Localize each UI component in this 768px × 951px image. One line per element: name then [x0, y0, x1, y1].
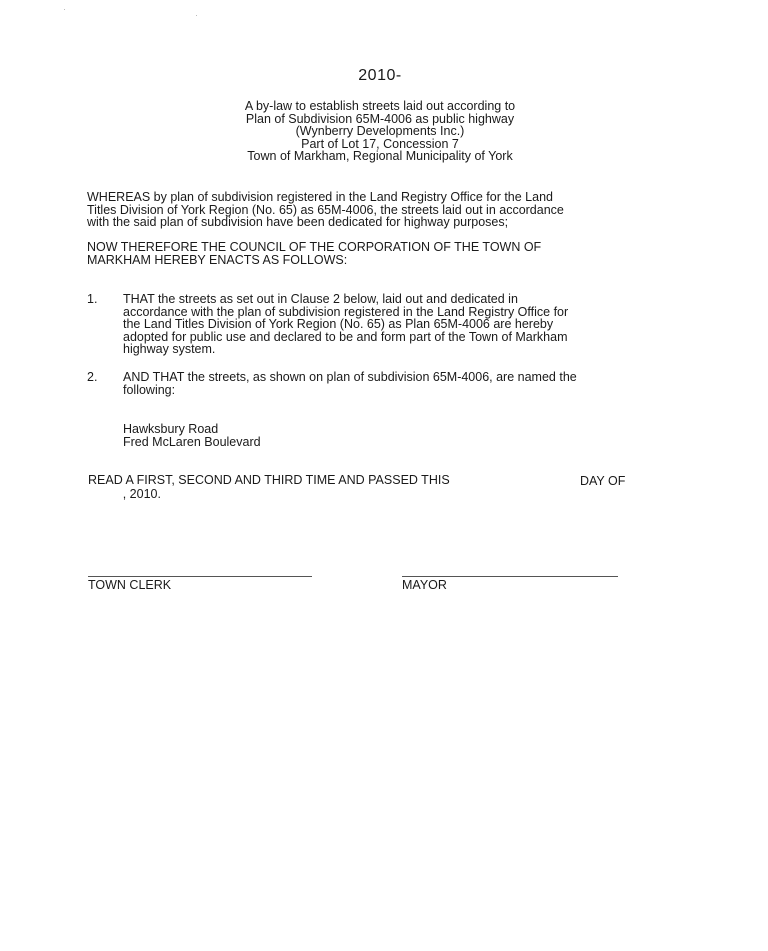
mayor-signature-line	[402, 576, 618, 577]
clause-number: 1.	[87, 292, 98, 306]
enacts-line: NOW THEREFORE THE COUNCIL OF THE CORPORATION OF THE TOWN OF	[87, 240, 542, 254]
clause-line: following:	[123, 382, 176, 397]
enacts-line: MARKHAM HEREBY ENACTS AS FOLLOWS:	[87, 252, 348, 267]
enacts-paragraph	[87, 241, 541, 266]
clause-line: AND THAT the streets, as shown on plan of subdivision 65M-4006, are named the	[123, 370, 577, 384]
scan-speck	[64, 9, 65, 10]
scan-speck	[196, 15, 197, 16]
clause-body	[123, 371, 577, 396]
clause-body	[123, 293, 568, 356]
passed-line: , 2010.	[88, 486, 161, 501]
passed-statement	[88, 474, 450, 501]
clause-line: accordance with the plan of subdivision registered in the Land Registry Office for	[123, 304, 569, 319]
clause-number: 2.	[87, 370, 98, 384]
clause-line: the Land Titles Division of York Region (No. 65) as Plan 65M-4006 are hereby	[123, 317, 554, 332]
title-line: Part of Lot 17, Concession 7	[301, 136, 459, 151]
whereas-line: WHEREAS by plan of subdivision registered in the Land Registry Office for the Land	[87, 190, 553, 204]
street-name: Fred McLaren Boulevard	[123, 435, 261, 449]
title-line: Plan of Subdivision 65M-4006 as public highway	[245, 111, 515, 126]
mayor-signature-label: MAYOR	[402, 578, 447, 592]
whereas-line: Titles Division of York Region (No. 65) as 65M-4006, the streets laid out in accordance	[87, 202, 564, 217]
street-name-list	[123, 423, 261, 449]
title-line: Town of Markham, Regional Municipality of York	[247, 149, 513, 163]
whereas-line: with the said plan of subdivision have been dedicated for highway purposes;	[87, 215, 509, 230]
bylaw-title	[170, 100, 590, 163]
passed-line: READ A FIRST, SECOND AND THIRD TIME AND PASSED THIS	[88, 473, 450, 487]
clerk-signature-label: TOWN CLERK	[88, 578, 172, 592]
title-line: A by-law to establish streets laid out according to	[244, 99, 516, 113]
clause-line: adopted for public use and declared to be and form part of the Town of Markham	[123, 329, 568, 344]
whereas-paragraph	[87, 191, 564, 229]
clause-line: THAT the streets as set out in Clause 2 below, laid out and dedicated in	[123, 292, 518, 306]
clause-line: highway system.	[123, 342, 216, 357]
day-of-label: DAY OF	[580, 474, 626, 488]
street-name: Hawksbury Road	[123, 422, 219, 436]
title-line: (Wynberry Developments Inc.)	[295, 124, 465, 138]
bylaw-number: 2010-	[358, 67, 402, 84]
clerk-signature-line	[88, 576, 312, 577]
